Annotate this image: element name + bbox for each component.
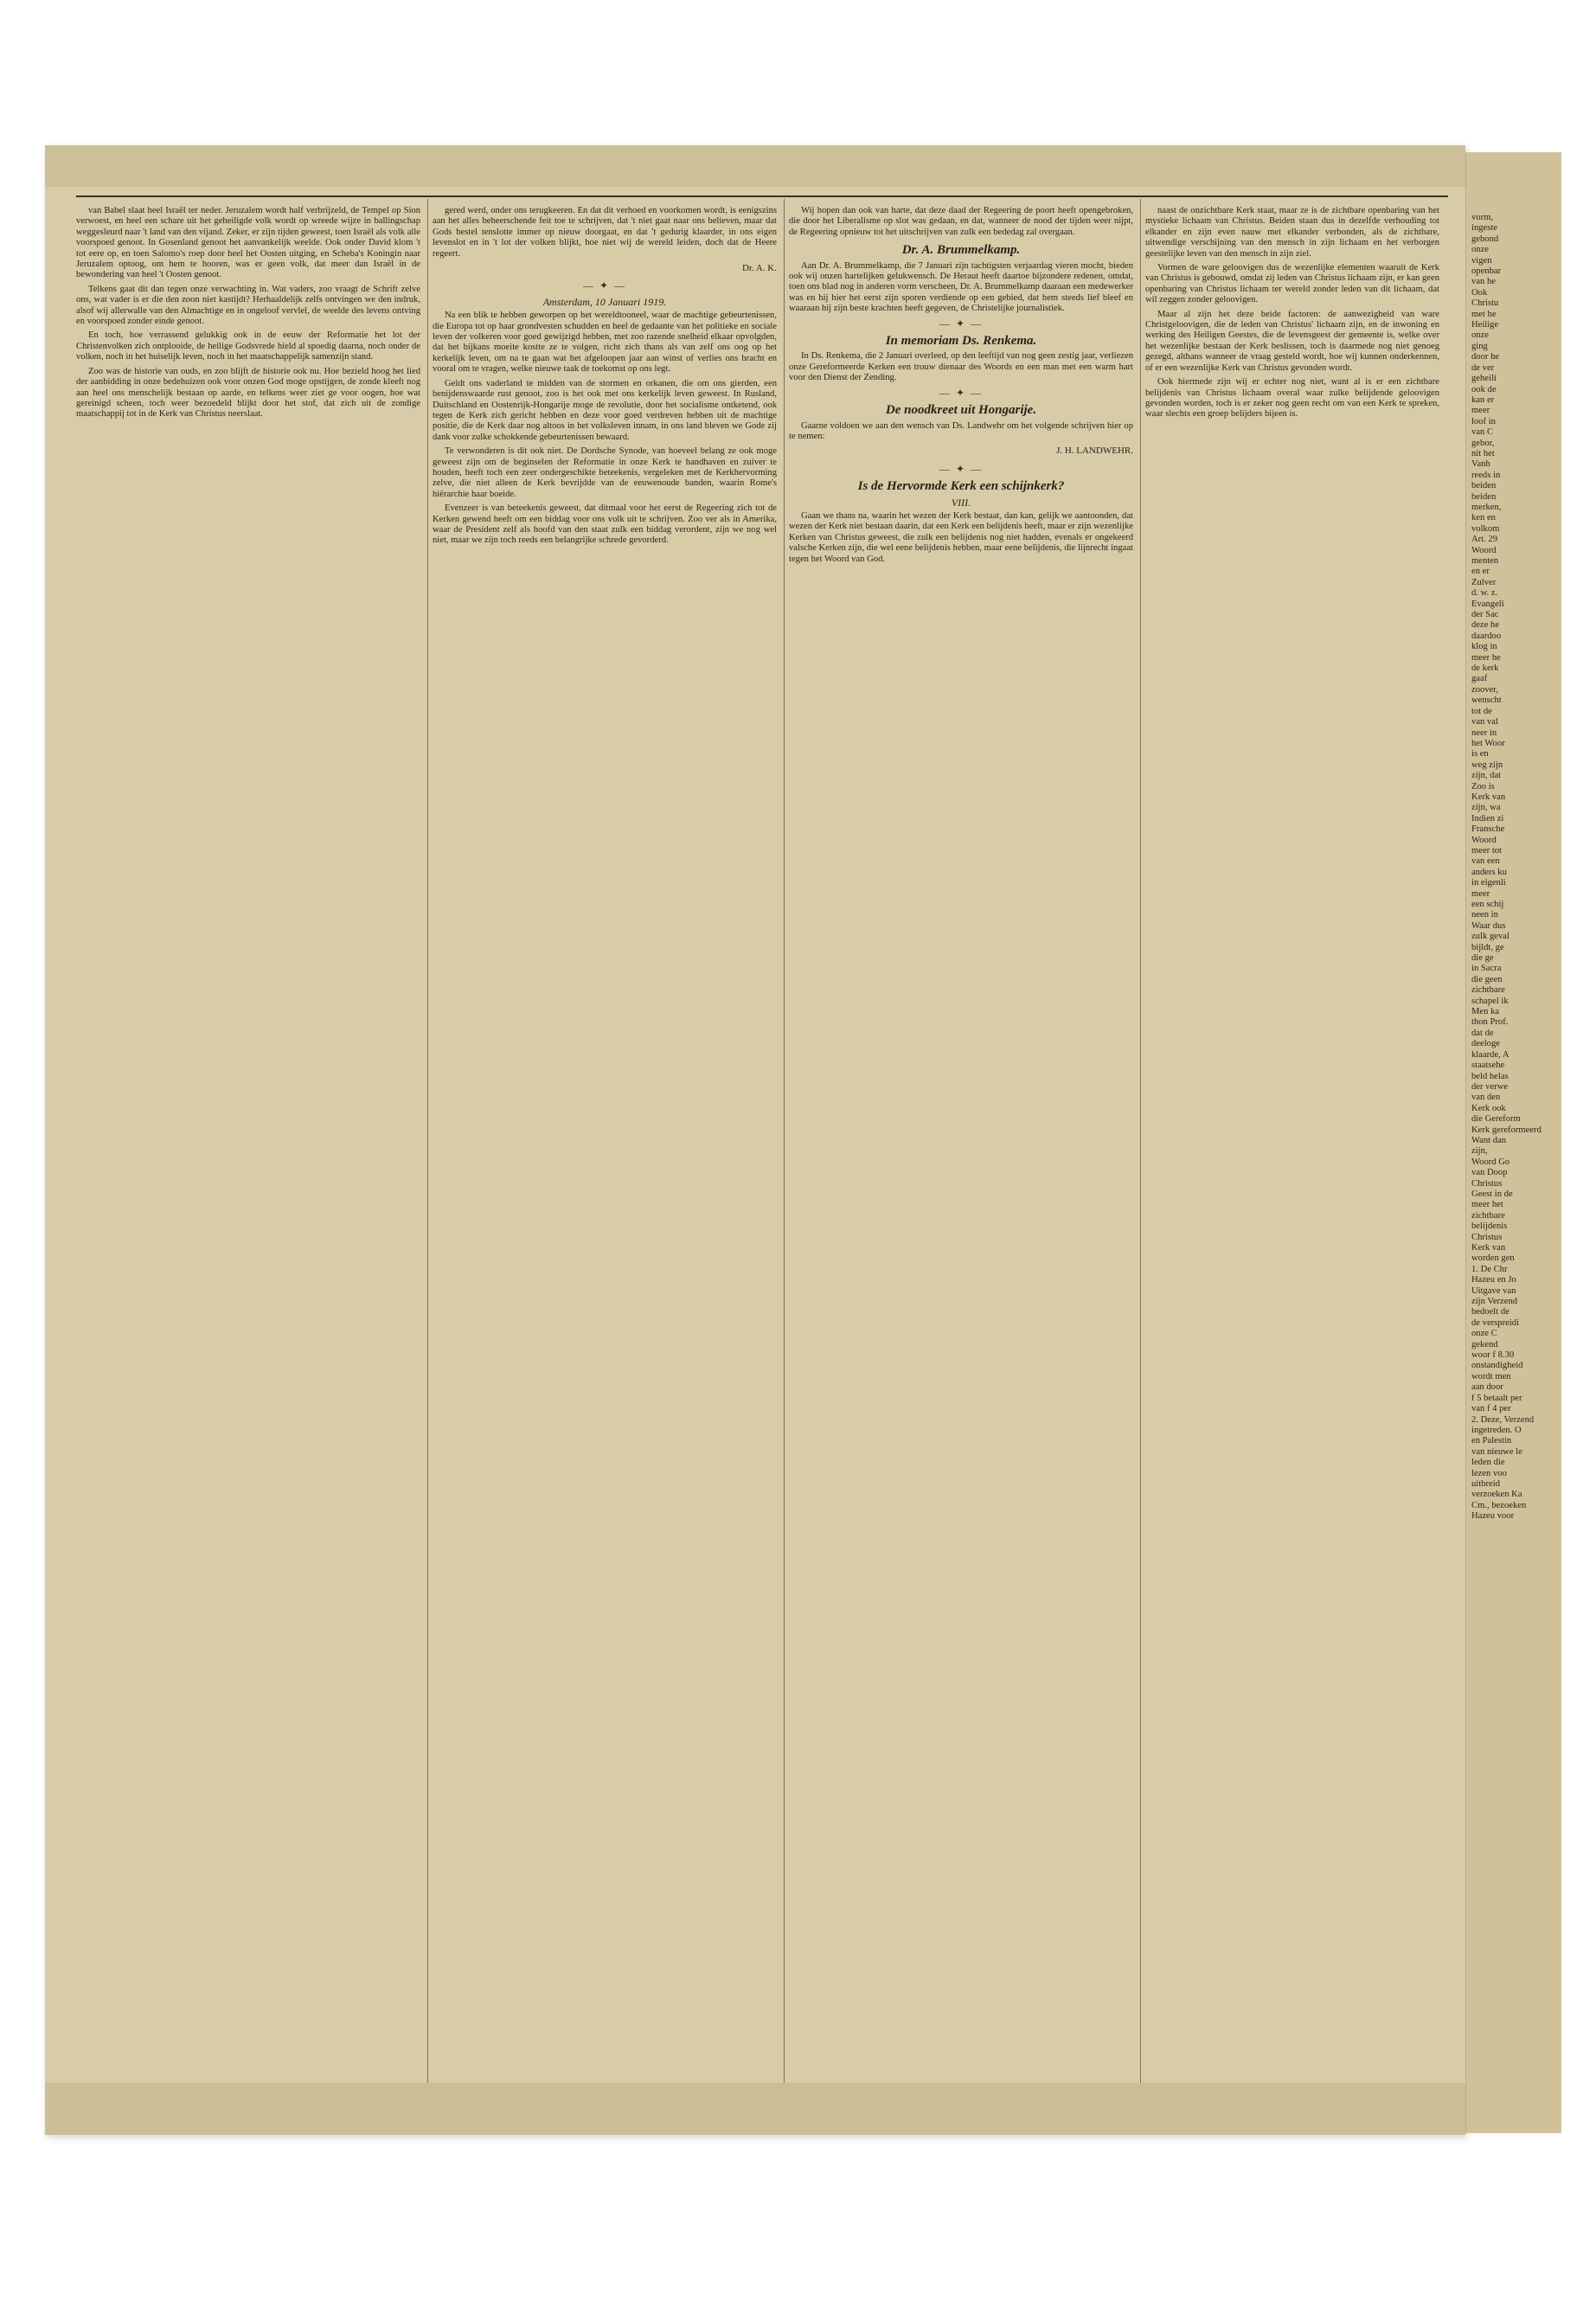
- paragraph: Maar al zijn het deze beide factoren: de aanwezigheid van ware Christgeloovigen, die de leden van Christus' lichaam zijn, en de inwoning en werking des Heiligen Geestes, die de levensgeest der gemeente is, welke over het wezenlijke bestaan der Kerk beslissen, toch is daarmede nog niet genoeg gezegd, althans wanneer de vraag gesteld wordt, hoe wij kunnen onderkennen, of er een wezenlijke Kerk van Christus gevonden wordt.: [1145, 309, 1439, 373]
- edge-line: een schij: [1471, 900, 1504, 909]
- edge-line: meer tot: [1471, 845, 1503, 856]
- paragraph: Wij hopen dan ook van harte, dat deze daad der Regeering de poort heeft opengebroken, die door het Liberalisme op slot was gedaan, en dat, wanneer de nood der tijden weer nijpt, de Regeering opnieuw tot het uitschrijven van zulk een bededag zal overgaan.: [789, 206, 1133, 237]
- edge-line: worden gen: [1471, 1253, 1515, 1264]
- article-heading: Dr. A. Brummelkamp.: [901, 243, 1021, 258]
- edge-line: Kerk gereformeerd: [1471, 1125, 1542, 1135]
- edge-line: en er: [1471, 567, 1490, 577]
- newspaper-page: [45, 145, 1465, 2135]
- edge-line: Men ka: [1471, 1007, 1500, 1017]
- edge-line: belijdenis: [1471, 1221, 1508, 1232]
- edge-line: kan er: [1471, 394, 1495, 405]
- column-2: [433, 206, 777, 2092]
- edge-line: loof in: [1471, 416, 1496, 426]
- edge-line: zichtbare: [1471, 985, 1505, 996]
- edge-line: de ver: [1471, 362, 1495, 373]
- edge-line: verzoeken Ka: [1471, 1490, 1522, 1500]
- edge-line: in Sacra: [1471, 964, 1502, 974]
- paragraph: gered werd, onder ons terugkeeren. En dat dit verhoed en voorkomen wordt, is eenigszins aan het alles beheerschende feit toe te schrijven, dat 't niet gaat naar ons believen, maar dat Gods bestel tenslotte immer op nieuw doorgaat, en dat 't gedurig klaarder, in ons eigen levenslot en in 't lot der volken blijkt, hoe niet wij de wereld leiden, doch dat de Heere regeert.: [433, 206, 777, 259]
- edge-line: het Woor: [1471, 738, 1505, 748]
- edge-line: Woord: [1471, 835, 1497, 845]
- signature: Dr. A. K.: [741, 263, 777, 274]
- edge-line: menten: [1471, 556, 1499, 566]
- edge-line: de verspreidi: [1471, 1317, 1520, 1328]
- ornament-divider-icon: — ✦ —: [939, 462, 984, 475]
- edge-line: Art. 29: [1471, 535, 1498, 545]
- edge-line: Zulver: [1471, 577, 1497, 587]
- edge-line: gebor,: [1471, 438, 1495, 448]
- edge-line: Hazeu voor: [1471, 1511, 1515, 1522]
- paragraph: Na een blik te hebben geworpen op het wereldtooneel, waar de machtige gebeurtenissen, die Europa tot op haar grondvesten schudden en heel de gedaante van het politieke en sociale leven der volkeren voor goed gewijzigd hebben, met zoo razende snelheid elkaar opvolgden, dat het bijkans moeite kostte ze te volgen, richt zich thans als van zelf ons oog op het kerkelijk leven, om na te gaan wat het afgeloopen jaar aan winst of verlies ons bracht en vooral om te vragen, welke nieuwe taak de toekomst op ons legt.: [433, 311, 777, 375]
- dateline: Amsterdam, 10 Januari 1919.: [542, 295, 667, 308]
- edge-line: Christus: [1471, 1232, 1503, 1242]
- edge-line: van f 4 per: [1471, 1404, 1511, 1414]
- edge-line: gaaf: [1471, 674, 1488, 684]
- edge-line: vorm,: [1471, 213, 1494, 222]
- ornament-divider-icon: — ✦ —: [939, 317, 984, 330]
- edge-line: beiden: [1471, 491, 1497, 502]
- edge-line: leden die: [1471, 1458, 1505, 1468]
- edge-line: ingetreden. O: [1471, 1425, 1522, 1435]
- edge-line: Kerk van: [1471, 1243, 1506, 1253]
- edge-line: d. w. z.: [1471, 588, 1498, 599]
- edge-line: reeds in: [1471, 470, 1501, 480]
- paragraph: Zoo was de historie van ouds, en zoo blijft de historie ook nu. Hoe bezield hoog het lied der aanbidding in onze bedehuizen ook voor onzen God moge opstijgen, de zonde kleeft nog aan heel ons menschelijk bestaan op aarde, en telkens weer ziet ge voor oogen, hoe wat gereinigd scheen, toch weer bezoedeld blijkt door het stof, dat zich uit de zondige maatschappij tot in de Kerk van Christus neerslaat.: [76, 366, 420, 420]
- edge-line: volkom: [1471, 523, 1500, 534]
- edge-line: daardoo: [1471, 631, 1502, 641]
- edge-line: van Doop: [1471, 1168, 1508, 1178]
- edge-line: klog in: [1471, 642, 1497, 652]
- paragraph: naast de onzichtbare Kerk staat, maar ze is de zichtbare openbaring van het mystieke lichaam van Christus. Beiden staan dus in dezelfde verhouding tot elkander en zijn even nauw met elkander verbonden, als de zichtbare, uitwendige verschijning van den mensch in zijn lichaam en het verborgen geestelijke leven van den mensch in zijn ziel.: [1145, 206, 1439, 259]
- edge-line: is en: [1471, 749, 1489, 760]
- paragraph: Geldt ons vaderland te midden van de stormen en orkanen, die om ons gierden, een benijdenswaarde rust genoot, zoo is het ook met ons kerkelijk leven geweest. In Rusland, Duitschland en Oostenrijk-Hongarije moge de revolutie, door het socialisme ontketend, ook tegen de Kerk zich gericht hebben en deze voor goed verdreven hebben uit de machtige positie, die de Kerk daar nog altoos in het volksleven innam, in ons land bleven we Gode zij dank voor zulke schokkende gebeurtenissen bewaard.: [433, 378, 777, 442]
- edge-line: bijldt, ge: [1471, 942, 1504, 952]
- edge-line: weg zijn: [1471, 760, 1503, 770]
- column-1: [76, 206, 420, 2092]
- edge-line: nit het: [1471, 448, 1495, 458]
- edge-line: openbar: [1471, 266, 1502, 277]
- edge-line: Fransche: [1471, 824, 1505, 835]
- edge-line: zijn,: [1471, 1146, 1488, 1157]
- edge-line: uitbreid: [1471, 1478, 1500, 1489]
- edge-line: wordt men: [1471, 1371, 1511, 1381]
- edge-line: die Gereform: [1471, 1114, 1521, 1125]
- edge-line: 1. De Chr: [1471, 1264, 1508, 1274]
- edge-line: die ge: [1471, 953, 1494, 964]
- edge-line: lezen voo: [1471, 1468, 1507, 1478]
- edge-line: schapel ik: [1471, 996, 1509, 1006]
- column-rule: [784, 199, 785, 2093]
- edge-line: in eigenli: [1471, 878, 1506, 888]
- edge-line: beiden: [1471, 481, 1497, 491]
- article-heading: In memoriam Ds. Renkema.: [885, 334, 1037, 349]
- edge-line: ook de: [1471, 384, 1497, 394]
- edge-line: Zoo is: [1471, 781, 1495, 792]
- section-number: VIII.: [951, 496, 971, 509]
- edge-line: Woord: [1471, 545, 1497, 555]
- column-rule: [427, 199, 428, 2093]
- edge-line: staatsehe: [1471, 1061, 1505, 1071]
- edge-line: van een: [1471, 856, 1500, 867]
- article-heading: Is de Hervormde Kerk een schijnkerk?: [857, 479, 1065, 494]
- edge-line: Vanh: [1471, 459, 1490, 470]
- edge-line: Kerk ook: [1471, 1103, 1506, 1113]
- paragraph: Te verwonderen is dit ook niet. De Dordsche Synode, van hoeveel belang ze ook moge geweest zijn om de beginselen der Reformatie in onze Kerk te handhaven en zuiver te houden, heeft toch een zeer ondergeschikte beteekenis, vergeleken met de Kerkhervorming zelve, die niet alleen de Kerk bevrijdde van de eeuwenoude banden, waarin Rome's hiërarchie haar boeide.: [433, 446, 777, 499]
- page-top-margin: [45, 145, 1465, 187]
- edge-line: de kerk: [1471, 663, 1499, 674]
- page-bottom-margin: [45, 2083, 1465, 2135]
- edge-line: van den: [1471, 1093, 1501, 1103]
- edge-line: zijn, wa: [1471, 803, 1501, 813]
- edge-line: klaarde, A: [1471, 1049, 1509, 1060]
- edge-line: Woord Go: [1471, 1157, 1510, 1167]
- edge-line: tot de: [1471, 706, 1492, 716]
- edge-line: die geen: [1471, 974, 1503, 984]
- edge-line: Heilige: [1471, 320, 1499, 330]
- edge-line: 2. Deze, Verzend: [1471, 1414, 1535, 1425]
- edge-line: wenscht: [1471, 695, 1502, 706]
- edge-line: onze: [1471, 330, 1489, 341]
- edge-line: anders ku: [1471, 867, 1507, 877]
- paragraph: En toch, hoe verrassend gelukkig ook in de eeuw der Reformatie het lot der Christenvolken zich ontplooide, de heilige Godsvrede hield al spoedig daarna, noch onder de volken, noch in het huiselijk leven, noch in het maatschappelijk samenzijn stand.: [76, 330, 420, 362]
- next-page-text: [1471, 213, 1558, 2073]
- edge-line: deeloge: [1471, 1039, 1500, 1049]
- edge-line: gekend: [1471, 1339, 1498, 1349]
- edge-line: meer: [1471, 888, 1490, 899]
- edge-line: en Palestin: [1471, 1436, 1512, 1446]
- edge-line: onstandigheid: [1471, 1361, 1523, 1371]
- header-rule: [76, 195, 1448, 197]
- edge-line: f 5 betaalt per: [1471, 1393, 1522, 1403]
- paragraph: Evenzeer is van beteekenis geweest, dat ditmaal voor het eerst de Regeering zich tot de Kerken gewend heeft om een biddag voor ons volk uit te schrijven. Zoo ver als in Amerika, waar de President zelf als hoofd van den staat zulk een biddag verordent, zijn we nog wel niet, maar we zijn toch reeds een belangrijke schrede gevorderd.: [433, 503, 777, 546]
- edge-line: ken en: [1471, 513, 1496, 523]
- edge-line: onze: [1471, 245, 1489, 255]
- edge-line: Waar dus: [1471, 920, 1506, 931]
- signature: J. H. LANDWEHR.: [1056, 445, 1133, 457]
- edge-line: Want dan: [1471, 1135, 1507, 1145]
- edge-line: neen in: [1471, 910, 1498, 920]
- edge-line: Uitgave van: [1471, 1285, 1516, 1296]
- edge-line: door he: [1471, 352, 1500, 362]
- edge-line: gebond: [1471, 234, 1499, 244]
- paragraph: Aan Dr. A. Brummelkamp, die 7 Januari zijn tachtigsten verjaardag vieren mocht, bieden ook wij onzen hartelijken gelukwensch. De Heraut heeft daartoe bijzondere redenen, omdat, toen ons blad nog in anderen vorm verscheen, Dr. A. Brummelkamp daaraan een medewerker was en hij hier het eerst zijn sporen verdiende op een gebied, dat hem steeds lief bleef en waaraan hij zijn beste krachten heeft gegeven, de Christelijke journalistiek.: [789, 260, 1133, 314]
- column-3: [789, 206, 1133, 2092]
- edge-line: Evangeli: [1471, 599, 1504, 609]
- edge-line: deze he: [1471, 620, 1500, 631]
- edge-line: van C: [1471, 427, 1494, 438]
- edge-line: ingeste: [1471, 223, 1498, 234]
- paragraph: van Babel slaat heel Israël ter neder. Jeruzalem wordt half verbrijzeld, de Tempel op Sion verwoest, en heel een schare uit het geheiligde volk wordt op wreede wijze in ballingschap weggesleurd naar 't land van den vijand. Zeker, er zijn tijden geweest, toen Israël als volk alle voorspoed genoot. In Gosenland genoot het aanvankelijk weelde. Ook onder David klom 't tot eere op, en toen Salomo's roep door heel het Oosten uitging, en Scheba's Koningin naar Jeruzalem optoog, om hem te hooren, was er geen volk, dat meer dan Israël in de bewondering van heel 't Oosten genoot.: [76, 206, 420, 280]
- edge-line: meer: [1471, 406, 1490, 416]
- article-heading: De noodkreet uit Hongarije.: [885, 403, 1037, 418]
- edge-line: bedoelt de: [1471, 1307, 1509, 1317]
- edge-line: zoover,: [1471, 684, 1499, 695]
- edge-line: zijn, dat: [1471, 771, 1502, 781]
- edge-line: neer in: [1471, 727, 1497, 738]
- ornament-divider-icon: — ✦ —: [939, 386, 984, 399]
- edge-line: dat de: [1471, 1028, 1494, 1038]
- edge-line: Cm., bezoeken: [1471, 1500, 1527, 1510]
- column-4: [1145, 206, 1439, 2092]
- edge-line: Indien zi: [1471, 813, 1504, 824]
- edge-line: zichtbare: [1471, 1210, 1505, 1221]
- edge-line: zulk geval: [1471, 932, 1509, 942]
- edge-line: onze C: [1471, 1329, 1497, 1339]
- edge-line: geheili: [1471, 374, 1497, 384]
- edge-line: meer het: [1471, 1200, 1503, 1210]
- edge-line: met he: [1471, 309, 1497, 319]
- edge-line: Hazeu en Jo: [1471, 1275, 1516, 1285]
- edge-line: vigen: [1471, 255, 1492, 266]
- edge-line: Christu: [1471, 298, 1499, 309]
- edge-line: aan door: [1471, 1382, 1503, 1393]
- edge-line: der verwe: [1471, 1081, 1509, 1092]
- edge-line: Geest in de: [1471, 1189, 1513, 1199]
- edge-line: van nieuwe le: [1471, 1446, 1522, 1457]
- edge-line: thon Prof.: [1471, 1017, 1509, 1028]
- edge-line: woor f 8.30: [1471, 1350, 1515, 1361]
- edge-line: merken,: [1471, 502, 1502, 512]
- edge-line: Christus: [1471, 1178, 1503, 1189]
- paragraph: Gaarne voldoen we aan den wensch van Ds. Landwehr om het volgende schrijven hier op te nemen:: [789, 420, 1133, 441]
- paragraph: Ook hiermede zijn wij er echter nog niet, want al is er een zichtbare belijdenis van Christus lichaam overal waar zulke belijdende geloovigen gevonden worden, toch is er zeker nog geen recht om van een Kerk te spreken, waar slechts een groep belijders bijeen is.: [1145, 377, 1439, 420]
- ornament-divider-icon: — ✦ —: [582, 279, 627, 292]
- paragraph: In Ds. Renkema, die 2 Januari overleed, op den leeftijd van nog geen zestig jaar, verliezen onze Gereformeerde Kerken een trouw dienaar des Woords en een man met een warm hart voor den Dienst der Zending.: [789, 351, 1133, 383]
- edge-line: beld helas: [1471, 1071, 1509, 1081]
- next-page-edge: [1465, 152, 1561, 2133]
- edge-line: Ook: [1471, 287, 1488, 298]
- paragraph: Telkens gaat dit dan tegen onze verwachting in. Wat vaders, zoo vraagt de Schrift zelve ons, wat vader is er die den zoon niet kastijdt? Herhaaldelijk zelfs ontvingen we den indruk, alsof wij allerwalle van den Almachtige en in ongeloof vervlel, de weelde des levens ontving en voorspoed zonder einde genoot.: [76, 284, 420, 327]
- edge-line: Kerk van: [1471, 792, 1506, 802]
- edge-line: der Sac: [1471, 610, 1499, 620]
- edge-line: zijn Verzend: [1471, 1297, 1518, 1307]
- column-rule: [1140, 199, 1141, 2093]
- edge-line: meer he: [1471, 652, 1501, 663]
- edge-line: van val: [1471, 717, 1498, 727]
- paragraph: Vormen de ware geloovigen dus de wezenlijke elementen waaruit de Kerk van Christus is gebouwd, omdat zij leden van Christus lichaam zijn, er kan geen openbaring van Christus lichaam ter wereld zonder leden van dit lichaam, dat wil zeggen zonder geloovigen.: [1145, 263, 1439, 305]
- paragraph: Gaan we thans na, waarin het wezen der Kerk bestaat, dan kan, gelijk we aantoonden, dat wezen der Kerk niet bestaan daarin, dat een Kerk een belijdenis heeft, maar er zijn wezenlijke Kerken van Christus geweest, die zulk een belijdenis nog niet hadden, evenals er ongekeerd valsche Kerken zijn, die wel eene belijdenis hebben, maar eene belijdenis, die lijnrecht ingaat tegen het Woord van God.: [789, 510, 1133, 564]
- edge-line: van he: [1471, 277, 1496, 287]
- edge-line: ging: [1471, 341, 1488, 351]
